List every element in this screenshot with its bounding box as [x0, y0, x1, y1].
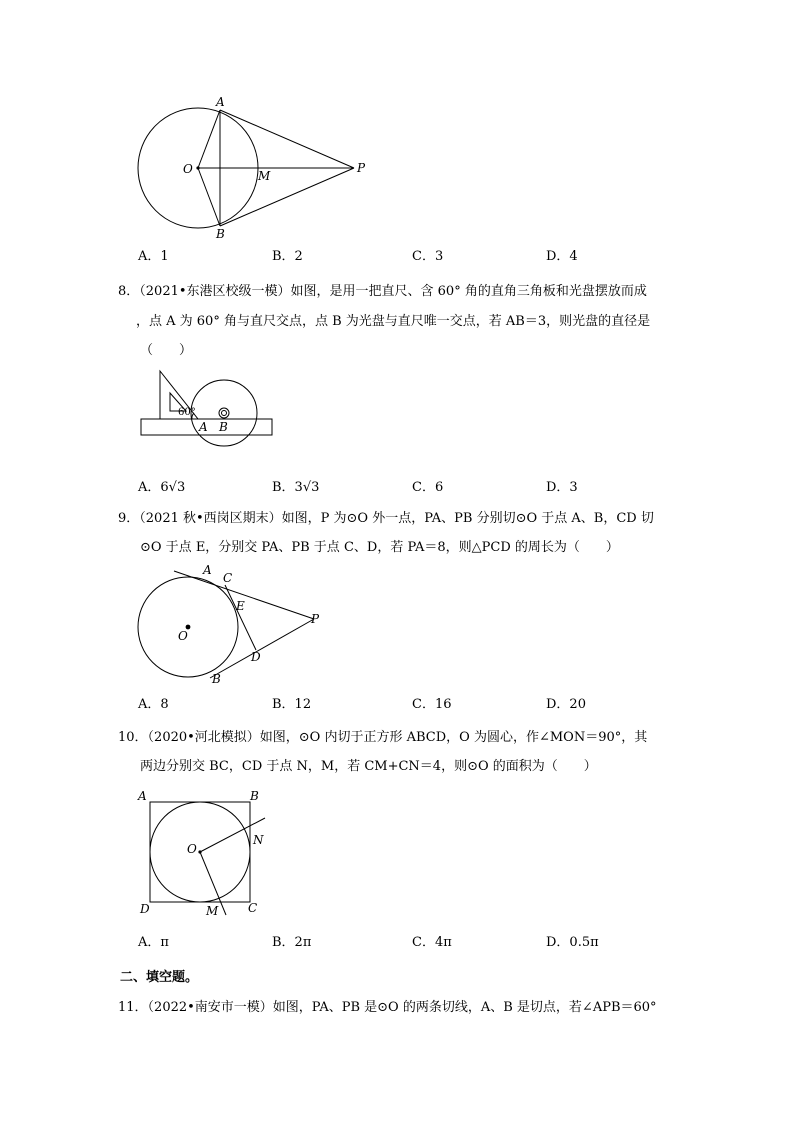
q9-line-CD	[225, 585, 256, 650]
q8-disc	[191, 380, 257, 446]
q9-line-PB	[210, 619, 314, 678]
q7-option-a: A．1	[138, 249, 169, 264]
q8-option-c: C．6	[412, 480, 444, 495]
q9-label-D: D	[251, 650, 261, 664]
q9-option-b: B．12	[272, 697, 312, 712]
q7-figure	[130, 92, 380, 242]
q8-disc-hole-inner	[222, 411, 227, 416]
q9-text-line2: ⊙O 于点 E，分别交 PA、PB 于点 C、D，若 PA＝8，则△PCD 的周长为（ ）	[140, 540, 619, 555]
q9-label-P: P	[311, 612, 320, 626]
q7-label-P: P	[357, 161, 366, 175]
q8-option-a: A．6√3	[138, 480, 186, 495]
q7-center-dot	[196, 166, 199, 169]
q9-label-C: C	[223, 571, 233, 585]
q7-option-b: B．2	[272, 249, 303, 264]
q7-line-BP	[220, 168, 354, 226]
q10-label-D: D	[140, 902, 150, 916]
q8-option-b: B．3√3	[272, 480, 320, 495]
q10-label-C: C	[248, 901, 258, 915]
q11-text-line1: 11．（2022•南安市一模）如图，PA、PB 是⊙O 的两条切线，A、B 是切点，若∠APB＝60°	[118, 1000, 657, 1015]
q9-text-line1: 9．（2021 秋•西岗区期末）如图，P 为⊙O 外一点，PA、PB 分别切⊙O 于点 A、B，CD 切	[118, 511, 654, 526]
q8-text-line3: （ ）	[140, 343, 193, 358]
q7-line-OB	[198, 168, 220, 226]
q7-line-OA	[198, 110, 220, 168]
q9-label-O: O	[178, 629, 188, 643]
q8-label-A: A	[199, 420, 208, 434]
q9-option-a: A．8	[138, 697, 169, 712]
q9-label-A: A	[203, 563, 212, 577]
q10-text-line1: 10．（2020•河北模拟）如图，⊙O 内切于正方形 ABCD，O 为圆心，作∠MON＝90°，其	[118, 730, 648, 745]
q8-option-d: D．3	[546, 480, 578, 495]
q10-label-B: B	[250, 789, 259, 803]
q10-label-O: O	[187, 842, 197, 856]
q8-text-line1: 8．（2021•东港区校级一模）如图，是用一把直尺、含 60° 角的直角三角板和光盘摆放而成	[118, 284, 647, 299]
q10-center-dot	[198, 850, 201, 853]
q10-text-line2: 两边分别交 BC，CD 于点 N，M，若 CM+CN＝4，则⊙O 的面积为（ ）	[140, 759, 597, 774]
q10-label-M: M	[206, 904, 219, 918]
q7-label-A: A	[216, 95, 225, 109]
q9-option-c: C．16	[412, 697, 452, 712]
q9-label-B: B	[212, 672, 221, 686]
q7-option-d: D．4	[546, 249, 578, 264]
q8-label-angle: 60°	[178, 407, 196, 418]
q10-label-A: A	[138, 789, 147, 803]
q8-text-line2: ，点 A 为 60° 角与直尺交点，点 B 为光盘与直尺唯一交点，若 AB＝3，则光盘的直径是	[136, 314, 651, 329]
q7-line-AP	[220, 110, 354, 168]
q10-option-d: D．0.5π	[546, 935, 599, 950]
q8-figure	[138, 368, 278, 468]
q8-disc-hole-outer	[219, 408, 229, 418]
q8-label-B: B	[219, 420, 228, 434]
q9-option-d: D．20	[546, 697, 586, 712]
q10-option-c: C．4π	[412, 935, 452, 950]
q10-label-N: N	[253, 833, 264, 847]
section-fill-in-heading: 二、填空题。	[120, 970, 199, 985]
q10-option-b: B．2π	[272, 935, 312, 950]
q10-figure	[134, 786, 274, 920]
q9-figure	[130, 560, 330, 690]
q7-label-M: M	[258, 169, 271, 183]
q7-label-O: O	[183, 162, 193, 176]
q9-label-E: E	[236, 599, 245, 613]
q7-label-B: B	[216, 227, 225, 241]
q10-option-a: A．π	[138, 935, 169, 950]
q7-option-c: C．3	[412, 249, 444, 264]
